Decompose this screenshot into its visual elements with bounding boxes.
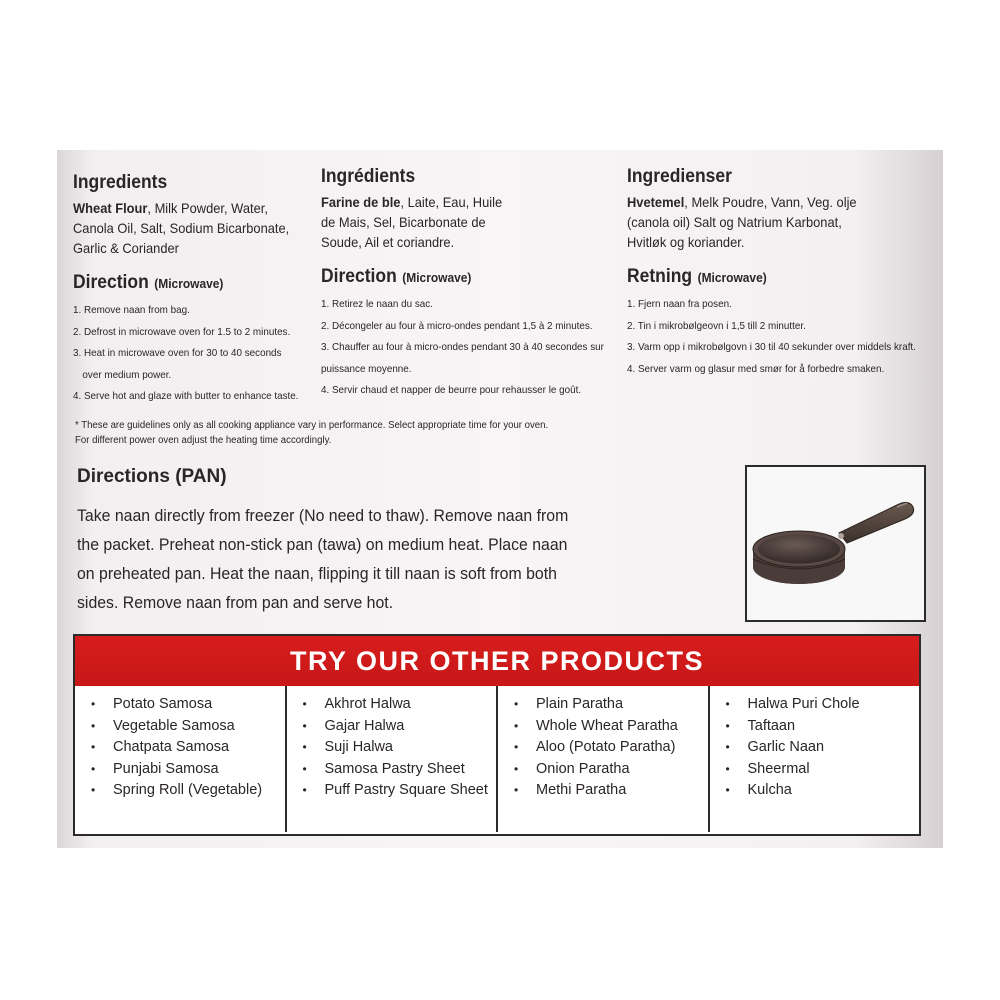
- step-en-1: 1. Remove naan from bag.: [73, 304, 190, 316]
- product-name: Sheermal: [747, 760, 810, 777]
- bullet-icon: •: [302, 697, 307, 711]
- ingredients-text-no: [627, 192, 857, 252]
- frying-pan-icon: [747, 467, 924, 620]
- step-en-3: 3. Heat in microwave oven for 30 to 40 seconds: [73, 347, 282, 359]
- product-item: [303, 694, 497, 716]
- english-column: [73, 172, 313, 408]
- french-column: [321, 166, 621, 402]
- step-no-4: 4. Server varm og glasur med smør for å forbedre smaken.: [627, 362, 885, 375]
- step-fr-1: 1. Retirez le naan du sac.: [321, 298, 433, 310]
- step-no-1: 1. Fjern naan fra posen.: [627, 298, 732, 310]
- product-item: [726, 716, 920, 738]
- bullet-icon: •: [91, 740, 96, 754]
- step-fr-4: 4. Servir chaud et napper de beurre pour rehausser le goût.: [321, 384, 582, 396]
- direction-heading-en: [73, 272, 294, 294]
- product-item: [726, 694, 920, 716]
- direction-heading-no: [627, 266, 903, 288]
- ingredients-heading-no: Ingredienser: [627, 166, 732, 187]
- product-name: Gajar Halwa: [324, 717, 405, 734]
- products-column-1: [75, 686, 287, 832]
- direction-heading-fr: [321, 266, 597, 288]
- product-name: Suji Halwa: [324, 739, 393, 755]
- bullet-icon: •: [725, 761, 730, 776]
- bullet-icon: •: [514, 697, 519, 711]
- ingredients-lead-fr: Farine de ble: [321, 194, 401, 210]
- step-en-4: 4. Serve hot and glaze with butter to enhance taste.: [73, 390, 299, 402]
- bullet-icon: •: [514, 740, 519, 754]
- product-item: [514, 780, 708, 802]
- direction-sub-no: (Microwave): [697, 270, 767, 285]
- note-line-1: * These are guidelines only as all cooking appliance vary in performance. Select appropriate time for your oven.: [75, 420, 549, 431]
- ingredients-heading-fr: Ingrédients: [321, 166, 416, 187]
- ingredients-lead-en: Wheat Flour: [73, 200, 148, 216]
- other-products-box: [73, 634, 921, 836]
- bullet-icon: •: [514, 718, 519, 733]
- package-label: [57, 150, 943, 848]
- product-name: Chatpata Samosa: [113, 739, 230, 755]
- product-name: Puff Pastry Square Sheet: [324, 782, 488, 798]
- product-name: Vegetable Samosa: [113, 717, 235, 734]
- product-name: Spring Roll (Vegetable): [113, 782, 263, 798]
- product-name: Kulcha: [747, 782, 792, 798]
- step-en-3-cont: over medium power.: [82, 368, 172, 381]
- product-item: [91, 716, 285, 738]
- product-name: Akhrot Halwa: [324, 696, 411, 712]
- guideline-note: [75, 418, 635, 448]
- step-fr-2: 2. Décongeler au four à micro-ondes pendant 1,5 à 2 minutes.: [321, 319, 593, 332]
- direction-title-fr: Direction: [321, 266, 397, 287]
- bullet-icon: •: [302, 761, 307, 776]
- direction-steps-fr: [321, 294, 621, 402]
- product-name: Samosa Pastry Sheet: [324, 760, 465, 777]
- other-products-banner: TRY OUR OTHER PRODUCTS: [75, 636, 919, 686]
- product-item: [91, 737, 285, 759]
- note-line-2: For different power oven adjust the heating time accordingly.: [75, 435, 332, 446]
- product-name: Garlic Naan: [747, 739, 825, 755]
- norwegian-column: [627, 166, 927, 380]
- product-item: [514, 694, 708, 716]
- pan-directions-heading: Directions (PAN): [77, 466, 227, 487]
- ingredients-rest-no: , Melk Poudre, Vann, Veg. olje (canola oil) Salt og Natrium Karbonat, Hvitløk og koriander.: [627, 194, 857, 250]
- product-name: Taftaan: [747, 717, 796, 734]
- bullet-icon: •: [302, 783, 307, 797]
- product-item: [514, 737, 708, 759]
- ingredients-text-fr: [321, 192, 505, 252]
- product-item: [91, 780, 285, 802]
- direction-title-en: Direction: [73, 272, 149, 293]
- product-item: [303, 716, 497, 738]
- product-name: Plain Paratha: [536, 696, 624, 712]
- product-item: [303, 759, 497, 781]
- bullet-icon: •: [91, 761, 96, 776]
- bullet-icon: •: [514, 783, 519, 797]
- step-fr-3: 3. Chauffer au four à micro-ondes pendant 30 à 40 secondes sur: [321, 341, 604, 353]
- ingredients-lead-no: Hvetemel: [627, 194, 685, 210]
- bullet-icon: •: [302, 718, 307, 733]
- product-name: Potato Samosa: [113, 696, 213, 712]
- product-name: Onion Paratha: [536, 760, 630, 777]
- step-en-2: 2. Defrost in microwave oven for 1.5 to 2 minutes.: [73, 325, 291, 338]
- pan-directions-text: Take naan directly from freezer (No need to thaw). Remove naan from the packet. Preheat non-stick pan (tawa) on medium heat. Place naan on preheated pan. Heat the naan, flipping it till naan is soft from both sides. Remove naan from pan and serve hot.: [77, 507, 569, 612]
- product-name: Whole Wheat Paratha: [536, 717, 678, 734]
- ingredients-rest-fr: , Laite, Eau, Huile de Mais, Sel, Bicarbonate de Soude, Ail et coriandre.: [321, 194, 503, 250]
- direction-sub-en: (Microwave): [154, 276, 224, 291]
- product-item: [91, 759, 285, 781]
- bullet-icon: •: [302, 740, 307, 754]
- products-column-4: [710, 686, 920, 832]
- direction-steps-no: [627, 294, 927, 380]
- products-grid: [75, 686, 919, 832]
- product-name: Punjabi Samosa: [113, 760, 219, 777]
- step-no-2: 2. Tin i mikrobølgeovn i 1,5 till 2 minutter.: [627, 319, 806, 332]
- product-name: Aloo (Potato Paratha): [536, 739, 676, 755]
- product-item: [726, 759, 920, 781]
- bullet-icon: •: [725, 718, 730, 733]
- product-name: Methi Paratha: [536, 782, 627, 798]
- direction-steps-en: [73, 300, 313, 408]
- direction-sub-fr: (Microwave): [402, 270, 472, 285]
- direction-title-no: Retning: [627, 266, 693, 287]
- ingredients-text-en: [73, 198, 312, 258]
- bullet-icon: •: [725, 783, 730, 797]
- product-item: [91, 694, 285, 716]
- bullet-icon: •: [91, 718, 96, 733]
- ingredients-rest-en: , Milk Powder, Water, Canola Oil, Salt, Sodium Bicarbonate, Garlic & Coriander: [73, 200, 290, 256]
- product-item: [514, 716, 708, 738]
- product-item: [514, 759, 708, 781]
- product-item: [726, 737, 920, 759]
- step-no-3: 3. Varm opp i mikrobølgovn i 30 til 40 sekunder over middels kraft.: [627, 341, 916, 353]
- product-name: Halwa Puri Chole: [747, 696, 860, 712]
- bullet-icon: •: [91, 697, 96, 711]
- products-column-3: [498, 686, 710, 832]
- product-item: [726, 780, 920, 802]
- bullet-icon: •: [725, 697, 730, 711]
- product-item: [303, 737, 497, 759]
- products-column-2: [287, 686, 499, 832]
- product-item: [303, 780, 497, 802]
- bullet-icon: •: [725, 740, 730, 754]
- frying-pan-image: [745, 465, 926, 622]
- bullet-icon: •: [91, 783, 96, 797]
- step-fr-3-cont: puissance moyenne.: [321, 362, 412, 375]
- ingredients-heading-en: Ingredients: [73, 172, 168, 193]
- bullet-icon: •: [514, 761, 519, 776]
